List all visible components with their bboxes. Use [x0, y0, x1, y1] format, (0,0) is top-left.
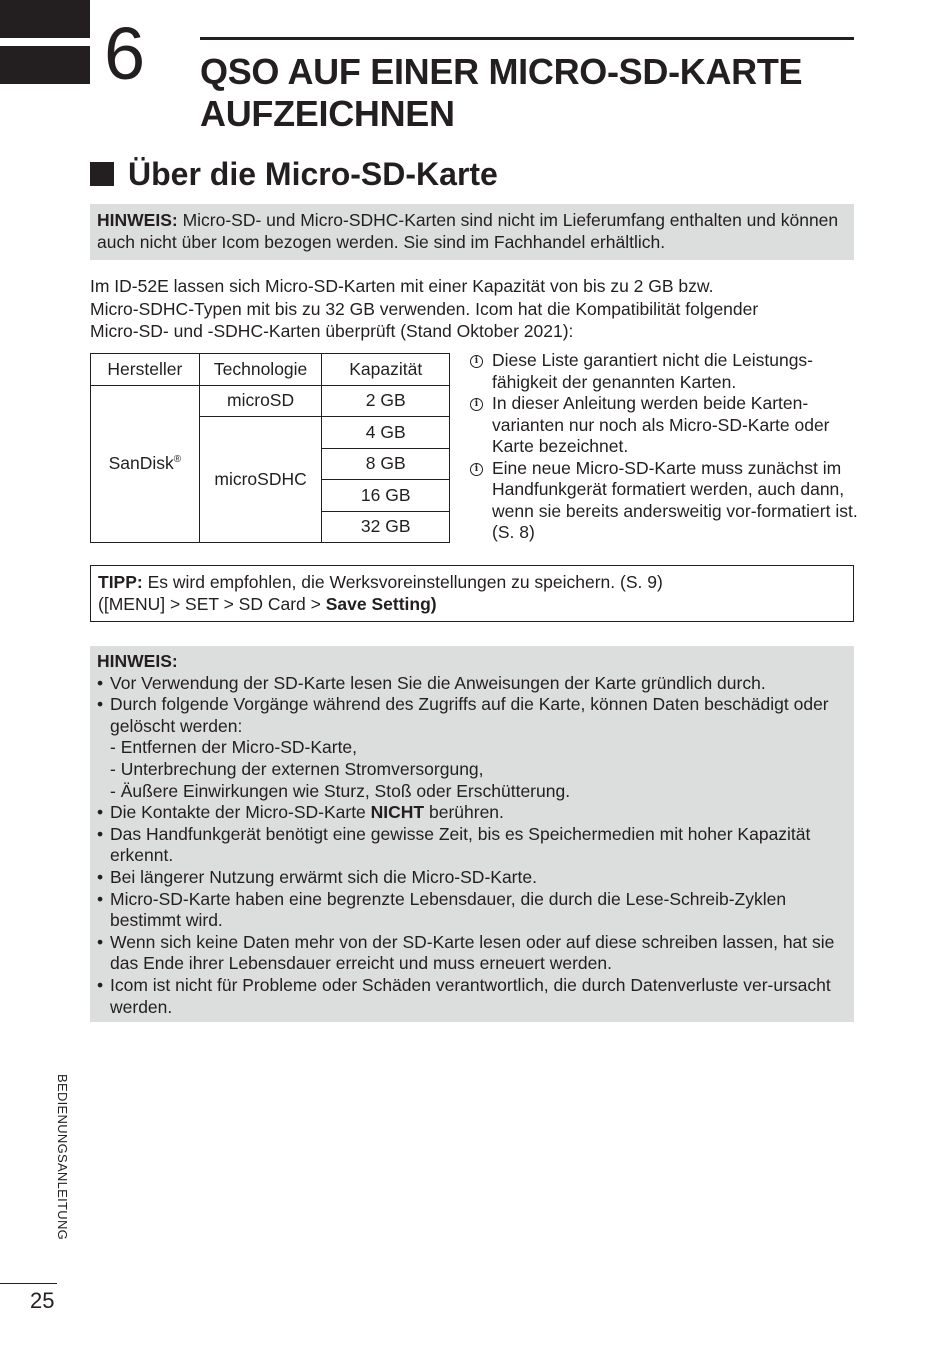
list-item — [97, 802, 847, 824]
cell-technology-sd: microSD — [199, 385, 322, 417]
list-item — [97, 867, 847, 889]
list-item-text: Die Kontakte der Micro-SD-Karte — [110, 802, 371, 823]
cell-technology-sdhc: microSDHC — [199, 417, 322, 543]
bullet: • — [97, 931, 104, 952]
note-label: HINWEIS: — [97, 210, 178, 230]
bullet: • — [97, 866, 104, 887]
chapter-rule — [200, 37, 854, 40]
list-item — [97, 975, 847, 1018]
info-icon: i — [470, 355, 483, 368]
compatibility-table — [90, 353, 450, 543]
table-row — [91, 385, 450, 417]
list-item — [97, 889, 847, 932]
bullet: • — [97, 672, 104, 693]
intro-line: Micro-SD- und -SDHC-Karten überprüft (Stand Oktober 2021): — [90, 321, 574, 341]
bullet: • — [97, 823, 104, 844]
note-box-availability — [90, 204, 854, 260]
info-note-item — [468, 393, 858, 458]
list-item — [97, 694, 847, 802]
bullet: • — [97, 974, 104, 995]
chapter-title-line2: AUFZEICHNEN — [200, 93, 455, 134]
chapter-number: 6 — [104, 12, 146, 95]
chapter-title — [200, 51, 860, 135]
list-item — [97, 932, 847, 975]
info-note-text: Eine neue Micro-SD-Karte muss zunächst im Handfunkgerät formatiert werden, auch dann, wenn sie bereits andersweitig vor-formatiert ist. (S. 8) — [492, 457, 858, 542]
info-note-item — [468, 350, 858, 393]
list-item-text: Vor Verwendung der SD-Karte lesen Sie die Anweisungen der Karte gründlich durch. — [110, 672, 766, 693]
sub-list-item: - Unterbrechung der externen Stromversorgung, — [110, 758, 484, 779]
tip-text: Es wird empfohlen, die Werksvoreinstellungen zu speichern. (S. 9) — [142, 572, 663, 592]
info-note-item — [468, 458, 858, 544]
header-capacity: Kapazität — [322, 354, 450, 386]
section-heading-text: Über die Micro-SD-Karte — [128, 156, 498, 192]
list-item-text: Bei längerer Nutzung erwärmt sich die Micro-SD-Karte. — [110, 866, 537, 887]
list-item-text: Micro-SD-Karte haben eine begrenzte Lebensdauer, die durch die Lese-Schreib-Zyklen bestimmt wird. — [110, 888, 787, 931]
tip-path-bold: Save Setting) — [325, 594, 437, 614]
note-box-handling — [90, 646, 854, 1022]
bullet: • — [97, 888, 104, 909]
chapter-tab-bar-bottom — [0, 46, 90, 84]
intro-paragraph — [90, 275, 860, 343]
bullet: • — [97, 694, 104, 715]
cell-capacity: 32 GB — [322, 511, 450, 543]
manufacturer-name: SanDisk — [108, 453, 174, 474]
list-item-text: Wenn sich keine Daten mehr von der SD-Karte lesen oder auf diese schreiben lassen, hat sie das Ende ihrer Lebensdauer erreicht und muss erneuert werden. — [110, 931, 835, 974]
cell-manufacturer — [91, 385, 200, 543]
info-icon: i — [470, 398, 483, 411]
tip-line — [98, 571, 846, 593]
tip-menu-path — [98, 593, 846, 615]
cell-capacity: 16 GB — [322, 480, 450, 512]
sub-list-item: - Äußere Einwirkungen wie Sturz, Stoß oder Erschütterung. — [110, 780, 571, 801]
tip-path-prefix: ([MENU] > SET > SD Card > — [98, 594, 326, 614]
list-item-text: Das Handfunkgerät benötigt eine gewisse Zeit, bis es Speichermedien mit hoher Kapazität erkennt. — [110, 823, 811, 866]
header-technology: Technologie — [199, 354, 322, 386]
header-manufacturer: Hersteller — [91, 354, 200, 386]
table-header-row — [91, 354, 450, 386]
cell-capacity: 4 GB — [322, 417, 450, 449]
sub-list — [98, 737, 847, 802]
tip-box — [90, 565, 854, 622]
list-item — [97, 673, 847, 695]
list-item-text: Icom ist nicht für Probleme oder Schäden verantwortlich, die durch Datenverluste ver-ursacht werden. — [110, 974, 831, 1017]
note-label: HINWEIS: — [97, 651, 178, 671]
cell-capacity: 2 GB — [322, 385, 450, 417]
intro-line: Micro-SDHC-Typen mit bis zu 32 GB verwenden. Icom hat die Kompatibilität folgender — [90, 298, 759, 319]
tip-label: TIPP: — [98, 572, 143, 592]
list-item — [97, 824, 847, 867]
info-note-text: In dieser Anleitung werden beide Karten-varianten nur noch als Micro-SD-Karte oder Karte bezeichnet. — [492, 393, 830, 456]
list-item-emphasis: NICHT — [370, 802, 425, 823]
section-heading — [90, 153, 498, 195]
chapter-tab-bar-top — [0, 0, 90, 38]
info-icon: i — [470, 463, 483, 476]
registered-mark: ® — [173, 454, 182, 466]
square-bullet-icon — [90, 162, 114, 186]
list-item-text: berühren. — [424, 802, 504, 823]
bullet: • — [97, 802, 104, 823]
chapter-title-line1: QSO AUF EINER MICRO-SD-KARTE — [200, 51, 803, 92]
note-bullet-list — [97, 673, 847, 1019]
intro-line: Im ID-52E lassen sich Micro-SD-Karten mit einer Kapazität von bis zu 2 GB bzw. — [90, 276, 714, 296]
info-notes — [468, 350, 858, 544]
side-label: BEDIENUNGSANLEITUNG — [55, 1074, 70, 1241]
info-note-text: Diese Liste garantiert nicht die Leistungs-fähigkeit der genannten Karten. — [492, 350, 814, 392]
sub-list-item: - Entfernen der Micro-SD-Karte, — [110, 737, 358, 758]
note-text: Micro-SD- und Micro-SDHC-Karten sind nicht im Lieferumfang enthalten und können auch nicht über Icom bezogen werden. Sie sind im Fachhandel erhältlich. — [97, 210, 839, 252]
cell-capacity: 8 GB — [322, 448, 450, 480]
page-number: 25 — [30, 1288, 55, 1313]
page-number-rule — [0, 1283, 57, 1284]
list-item-text: Durch folgende Vorgänge während des Zugriffs auf die Karte, können Daten beschädigt oder gelöscht werden: — [110, 694, 829, 736]
